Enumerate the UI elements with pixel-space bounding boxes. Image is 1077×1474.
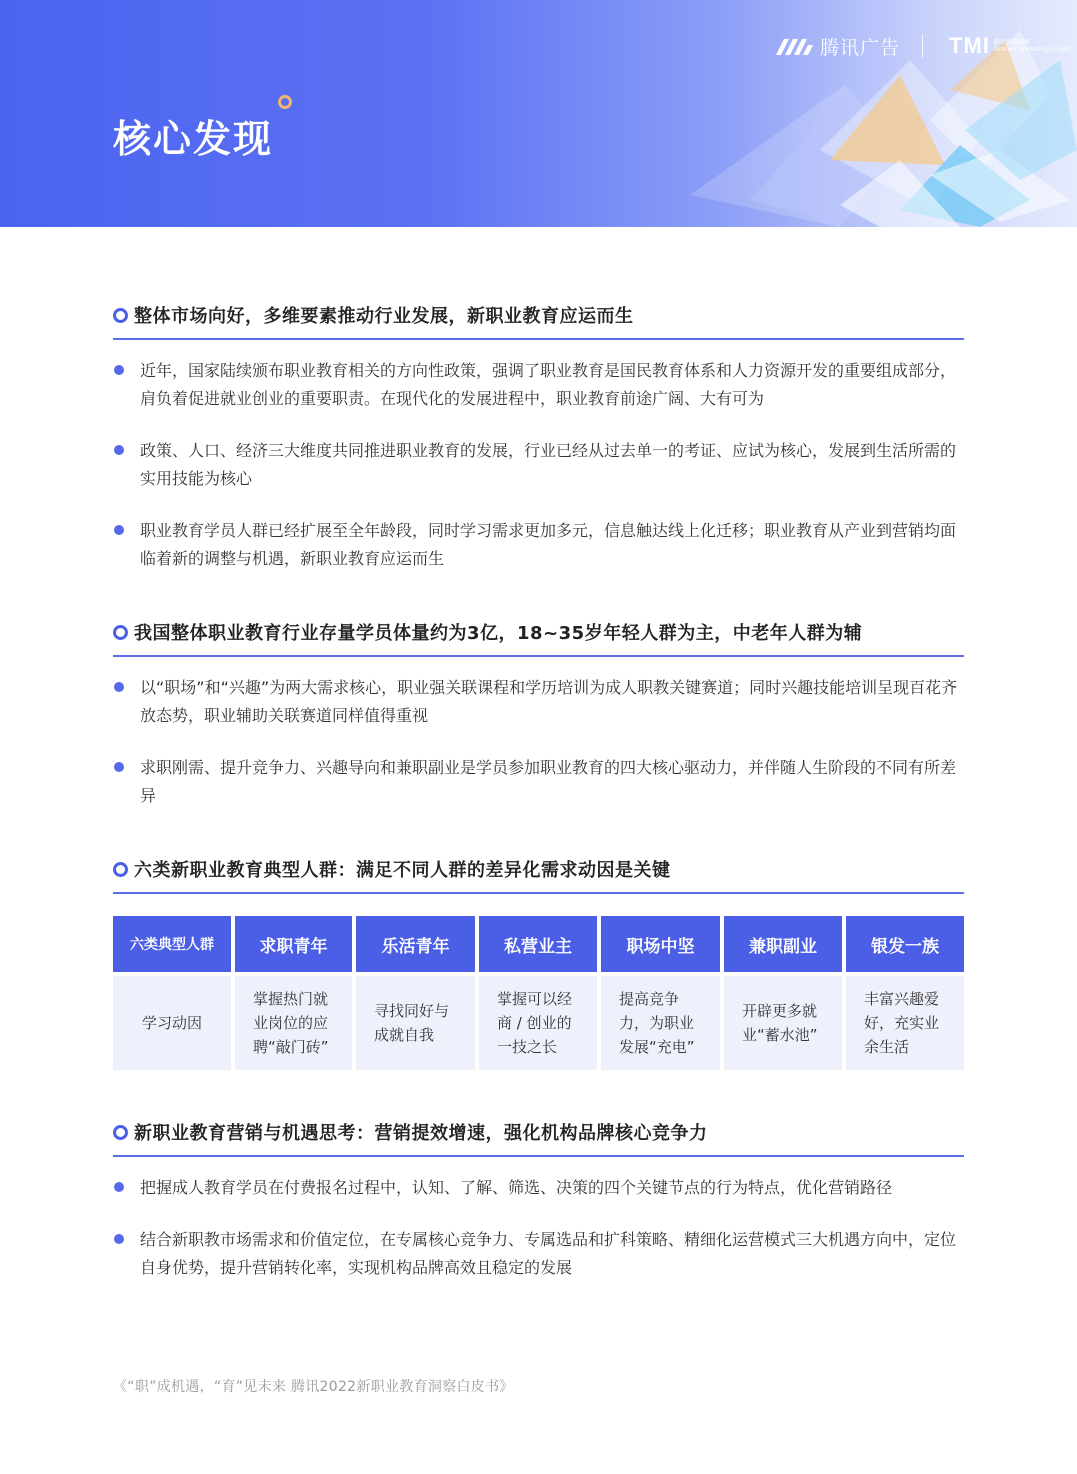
section-4-bullets: [113, 1174, 964, 1282]
table-cell: [113, 976, 231, 1070]
bullet-item: [113, 437, 964, 493]
bullet-text: 结合新职教市场需求和价值定位，在专属核心竞争力、专属选品和扩科策略、精细化运营模式三大机遇方向中，定位自身优势，提升营销转化率，实现机构品牌高效且稳定的发展: [140, 1230, 957, 1277]
persona-table: [113, 916, 964, 1070]
bullet-dot-icon: [114, 1182, 124, 1192]
bullet-item: [113, 1174, 964, 1202]
table-header-row: [113, 916, 964, 972]
tmi-sub-cn: 腾讯营销洞察: [993, 39, 1030, 46]
table-cell-text: 寻找同好与成就自我: [374, 1002, 450, 1044]
section-2-bullets: [113, 674, 964, 810]
bullet-item: [113, 357, 964, 413]
section-2-header: [113, 619, 964, 657]
section-ring-icon: [113, 1125, 128, 1140]
logo-divider: [922, 34, 923, 58]
table-cell-text: 丰富兴趣爱好，充实业余生活: [864, 990, 940, 1056]
section-3-title: 六类新职业教育典型人群：满足不同人群的差异化需求动因是关键: [134, 860, 671, 881]
bullet-item: [113, 517, 964, 573]
brand-logos: [776, 32, 1071, 60]
bullet-item: [113, 1226, 964, 1282]
table-header-cell: 私营业主: [479, 916, 597, 972]
section-1-bullets: [113, 357, 964, 573]
table-cell-text: 学习动因: [141, 1014, 202, 1032]
bullet-text: 近年，国家陆续颁布职业教育相关的方向性政策，强调了职业教育是国民教育体系和人力资源开发的重要组成部分，肩负着促进就业创业的重要职责。在现代化的发展进程中，职业教育前途广阔、大有可为: [140, 361, 957, 408]
bullet-item: [113, 674, 964, 730]
table-header-cell: 职场中坚: [601, 916, 720, 972]
section-ring-icon: [113, 862, 128, 877]
section-2-title: 我国整体职业教育行业存量学员体量约为3亿，18~35岁年轻人群为主，中老年人群为辅: [134, 623, 863, 644]
section-ring-icon: [113, 625, 128, 640]
page-title: 核心发现: [113, 117, 274, 161]
table-cell: [356, 976, 475, 1070]
table-header-cell: 求职青年: [235, 916, 352, 972]
footer-source: 《“职”成机遇，“育”见未来 腾讯2022新职业教育洞察白皮书》: [113, 1379, 514, 1395]
tencent-ads-logo-icon: [776, 35, 814, 57]
table-header-cell: 乐活青年: [356, 916, 475, 972]
bullet-dot-icon: [114, 682, 124, 692]
bullet-text: 职业教育学员人群已经扩展至全年龄段，同时学习需求更加多元，信息触达线上化迁移；职业教育从产业到营销均面临着新的调整与机遇，新职业教育应运而生: [140, 521, 957, 568]
bullet-text: 政策、人口、经济三大维度共同推进职业教育的发展，行业已经从过去单一的考证、应试为核心，发展到生活所需的实用技能为核心: [140, 441, 957, 488]
table-header-cell: 兼职副业: [724, 916, 842, 972]
table-row: [113, 976, 964, 1070]
table-cell-text: 开辟更多就业“蓄水池”: [742, 1002, 818, 1044]
table-header-cell: 六类典型人群: [113, 916, 231, 972]
table-cell-text: 掌握可以经商 / 创业的一技之长: [497, 990, 573, 1056]
bullet-dot-icon: [114, 445, 124, 455]
bullet-dot-icon: [114, 365, 124, 375]
section-1-header: [113, 302, 964, 340]
table-cell: [846, 976, 964, 1070]
table-cell: [479, 976, 597, 1070]
tmi-sub-en: Tencent Marketing Insight: [993, 46, 1072, 53]
section-ring-icon: [113, 308, 128, 323]
table-cell-text: 提高竞争力，为职业发展“充电”: [619, 990, 695, 1056]
table-cell: [601, 976, 720, 1070]
table-header-cell: 银发一族: [846, 916, 964, 972]
tmi-logo-subtitle: [994, 39, 1071, 53]
tmi-logo: TMI: [949, 33, 990, 58]
header-banner: [0, 0, 1077, 227]
bullet-text: 以“职场”和“兴趣”为两大需求核心，职业强关联课程和学历培训为成人职教关键赛道；同时兴趣技能培训呈现百花齐放态势，职业辅助关联赛道同样值得重视: [140, 678, 958, 725]
bullet-dot-icon: [114, 525, 124, 535]
section-1-title: 整体市场向好，多维要素推动行业发展，新职业教育应运而生: [134, 306, 634, 327]
table-cell: [724, 976, 842, 1070]
title-ring-icon: [278, 95, 292, 109]
table-cell: [235, 976, 352, 1070]
bullet-text: 把握成人教育学员在付费报名过程中，认知、了解、筛选、决策的四个关键节点的行为特点，优化营销路径: [140, 1178, 893, 1197]
section-4-title: 新职业教育营销与机遇思考：营销提效增速，强化机构品牌核心竞争力: [134, 1123, 708, 1144]
bullet-dot-icon: [114, 762, 124, 772]
bullet-dot-icon: [114, 1234, 124, 1244]
bullet-item: [113, 754, 964, 810]
table-cell-text: 掌握热门就业岗位的应聘“敲门砖”: [253, 990, 329, 1056]
tencent-ads-logo-text: 腾讯广告: [820, 36, 901, 59]
section-3-header: [113, 856, 964, 894]
bullet-text: 求职刚需、提升竞争力、兴趣导向和兼职副业是学员参加职业教育的四大核心驱动力，并伴随人生阶段的不同有所差异: [140, 758, 957, 805]
section-4-header: [113, 1119, 964, 1157]
